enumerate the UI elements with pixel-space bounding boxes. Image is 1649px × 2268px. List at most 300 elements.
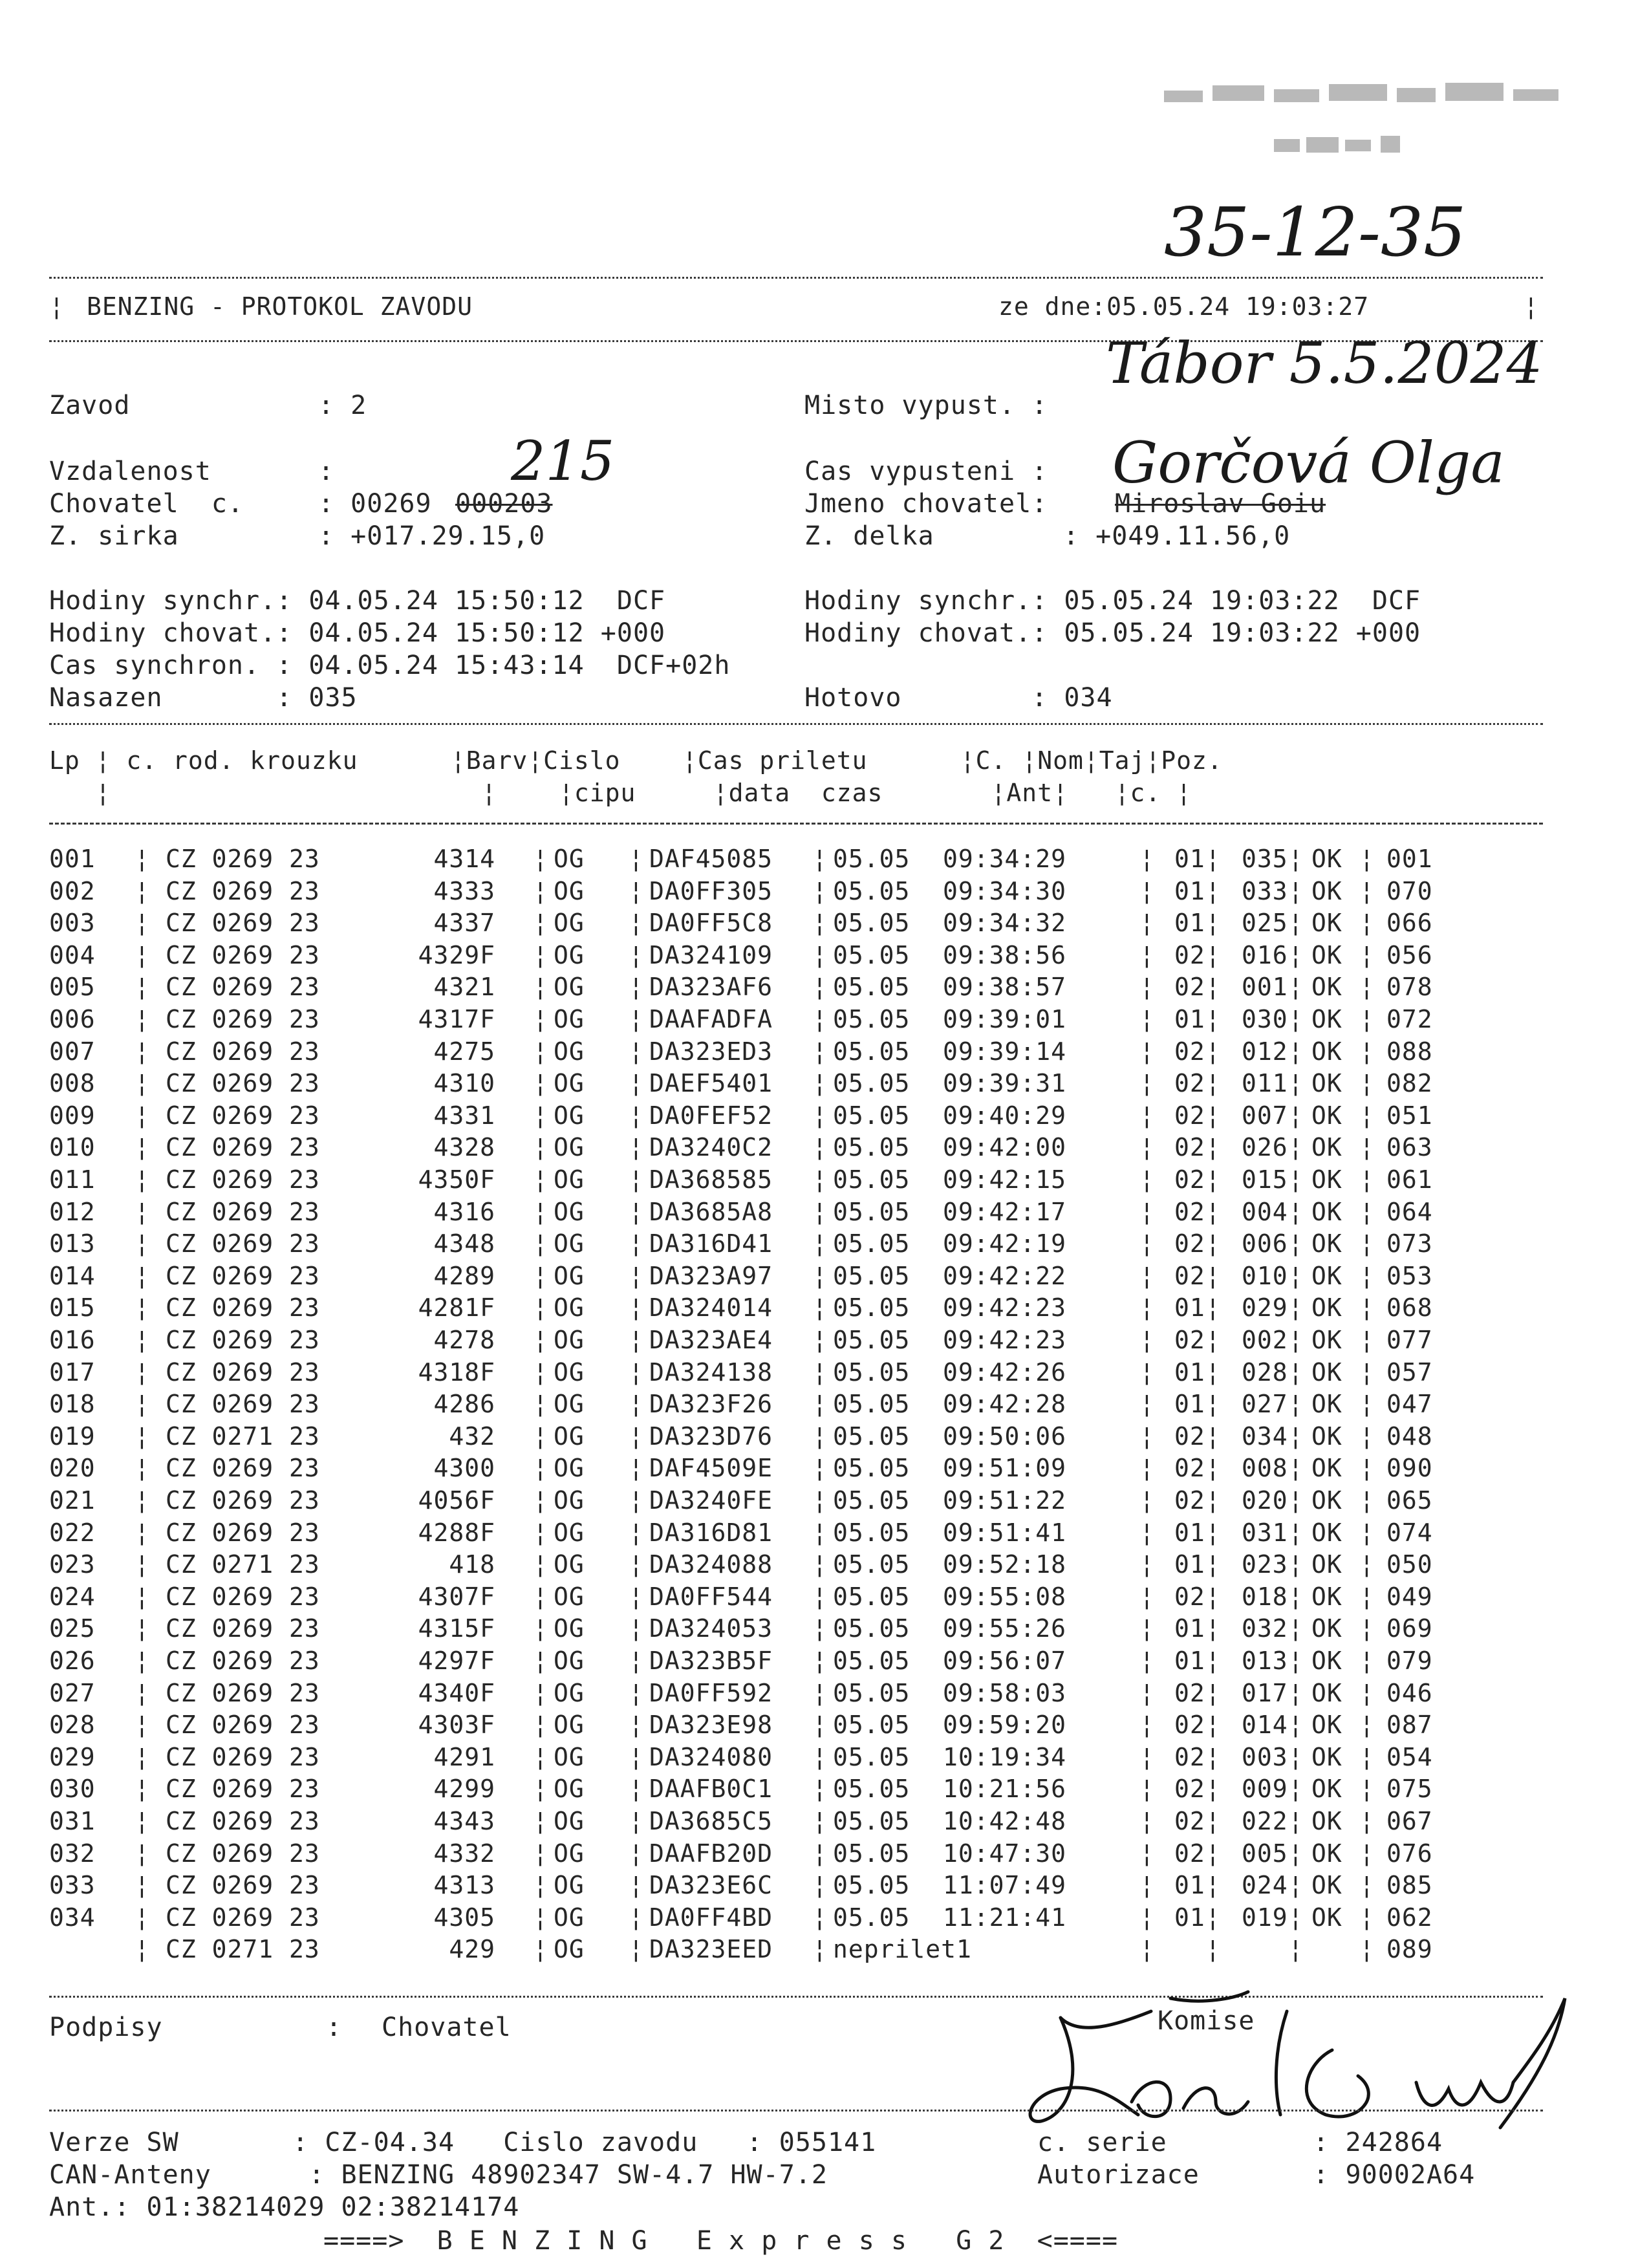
column-separator: ¦ [533, 909, 548, 938]
row-ring-number: 4291 [433, 1742, 495, 1771]
row-nomination: 023 [1242, 1550, 1288, 1579]
column-separator: ¦ [629, 1357, 644, 1387]
row-secret: OK [1311, 845, 1342, 873]
column-separator: ¦ [1205, 1775, 1221, 1804]
row-antenna: 01 [1174, 1293, 1205, 1323]
row-arrival-time: 10:19:34 [943, 1742, 1067, 1771]
row-color: OG [554, 1165, 585, 1194]
row-secret: OK [1311, 909, 1342, 938]
table-row [49, 1839, 1543, 1872]
table-row [49, 1005, 1543, 1037]
row-arrival-time: 09:38:56 [943, 940, 1067, 969]
row-lp: 029 [49, 1742, 96, 1771]
row-arrival-date: 05.05 [833, 1454, 911, 1483]
column-separator: ¦ [629, 1647, 644, 1675]
column-separator: ¦ [1139, 1839, 1155, 1868]
column-separator: ¦ [1288, 940, 1304, 969]
column-separator: ¦ [135, 845, 150, 873]
row-arrival-date: 05.05 [833, 1839, 911, 1868]
row-arrival-time: 09:42:28 [943, 1390, 1067, 1419]
column-separator: ¦ [812, 1101, 828, 1130]
column-separator: ¦ [533, 1454, 548, 1483]
column-separator: ¦ [1288, 845, 1304, 873]
column-separator: ¦ [1139, 1390, 1155, 1419]
column-separator: ¦ [1359, 1069, 1375, 1098]
table-row [49, 1293, 1543, 1326]
row-arrival-date: 05.05 [833, 973, 911, 1002]
column-separator: ¦ [1205, 940, 1221, 969]
row-nomination: 020 [1242, 1486, 1288, 1515]
column-separator: ¦ [135, 1647, 150, 1675]
column-separator: ¦ [1288, 1133, 1304, 1162]
row-arrival-date: 05.05 [833, 1229, 911, 1258]
column-separator: ¦ [1139, 1871, 1155, 1900]
table-row [49, 1614, 1543, 1647]
column-separator: ¦ [533, 1935, 548, 1964]
row-ring: CZ 0269 23 [166, 1229, 320, 1258]
row-lp: 030 [49, 1775, 96, 1804]
row-arrival-date: 05.05 [833, 1742, 911, 1771]
column-separator: ¦ [1288, 1647, 1304, 1675]
column-separator: ¦ [1288, 1614, 1304, 1643]
row-chip: DA324138 [649, 1357, 773, 1387]
column-separator: ¦ [1205, 1261, 1221, 1290]
row-lp: 015 [49, 1293, 96, 1323]
row-arrival-time: 09:56:07 [943, 1647, 1067, 1675]
row-antenna: 02 [1174, 1775, 1205, 1804]
column-separator: ¦ [533, 1197, 548, 1226]
row-arrival-date: 05.05 [833, 1518, 911, 1547]
row-secret: OK [1311, 1711, 1342, 1740]
row-arrival-date: 05.05 [833, 1293, 911, 1323]
column-separator: ¦ [1359, 1582, 1375, 1611]
row-color: OG [554, 1839, 585, 1868]
column-separator: ¦ [1139, 1807, 1155, 1835]
row-ring: CZ 0269 23 [166, 876, 320, 905]
row-chip: DA368585 [649, 1165, 773, 1194]
column-separator: ¦ [533, 973, 548, 1002]
column-separator: ¦ [1359, 1807, 1375, 1835]
column-separator: ¦ [1205, 1229, 1221, 1258]
row-arrival-time: 10:47:30 [943, 1839, 1067, 1868]
column-separator: ¦ [1205, 1165, 1221, 1194]
row-secret: OK [1311, 973, 1342, 1002]
row-arrival-time: 09:42:22 [943, 1261, 1067, 1290]
row-chip: DA3240C2 [649, 1133, 773, 1162]
column-separator: ¦ [1359, 1101, 1375, 1130]
row-arrival-time: 09:55:08 [943, 1582, 1067, 1611]
clock-owner-right: Hodiny chovat.: 05.05.24 19:03:22 +000 [804, 618, 1421, 648]
column-separator: ¦ [135, 1871, 150, 1900]
row-ring: CZ 0269 23 [166, 1390, 320, 1419]
column-separator: ¦ [135, 1550, 150, 1579]
row-position: 070 [1386, 876, 1433, 905]
row-ring: CZ 0269 23 [166, 1133, 320, 1162]
row-nomination: 011 [1242, 1069, 1288, 1098]
row-chip: DA323ED3 [649, 1037, 773, 1066]
column-separator: ¦ [1359, 1454, 1375, 1483]
row-arrival-time: 09:42:17 [943, 1197, 1067, 1226]
column-separator: ¦ [812, 1421, 828, 1451]
column-separator: ¦ [1288, 1357, 1304, 1387]
column-separator: ¦ [812, 1839, 828, 1868]
serial-number: c. serie : 242864 [1037, 2128, 1443, 2157]
row-arrival-date: 05.05 [833, 1807, 911, 1835]
row-color: OG [554, 1647, 585, 1675]
column-separator: ¦ [812, 1807, 828, 1835]
row-chip: DA323AF6 [649, 973, 773, 1002]
faded-stamp [1151, 78, 1591, 194]
row-position: 087 [1386, 1711, 1433, 1740]
row-color: OG [554, 1229, 585, 1258]
row-color: OG [554, 1775, 585, 1804]
table-row [49, 1133, 1543, 1165]
column-separator: ¦ [1359, 1326, 1375, 1354]
row-color: OG [554, 1711, 585, 1740]
row-antenna: 01 [1174, 1903, 1205, 1932]
column-separator: ¦ [1205, 1390, 1221, 1419]
row-lp: 033 [49, 1871, 96, 1900]
row-chip: DA323E98 [649, 1711, 773, 1740]
row-ring: CZ 0269 23 [166, 909, 320, 938]
column-separator: ¦ [1288, 1229, 1304, 1258]
row-color: OG [554, 1101, 585, 1130]
row-arrival-time: 09:39:31 [943, 1069, 1067, 1098]
column-separator: ¦ [629, 1871, 644, 1900]
column-separator: ¦ [1139, 845, 1155, 873]
row-secret: OK [1311, 1293, 1342, 1323]
row-chip: DA324088 [649, 1550, 773, 1579]
row-arrival-time: 09:51:41 [943, 1518, 1067, 1547]
column-separator: ¦ [533, 1421, 548, 1451]
row-antenna: 02 [1174, 1165, 1205, 1194]
column-separator: ¦ [1205, 1197, 1221, 1226]
column-separator: ¦ [135, 1005, 150, 1033]
row-arrival-time: 09:40:29 [943, 1101, 1067, 1130]
column-separator: ¦ [1139, 1357, 1155, 1387]
row-arrival-date: 05.05 [833, 1165, 911, 1194]
column-separator: ¦ [629, 973, 644, 1002]
column-separator: ¦ [533, 1357, 548, 1387]
row-ring-number: 4299 [433, 1775, 495, 1804]
column-separator: ¦ [1139, 1742, 1155, 1771]
column-separator: ¦ [812, 876, 828, 905]
sync-time-left: Cas synchron. : 04.05.24 15:43:14 DCF+02h [49, 651, 731, 680]
column-separator: ¦ [812, 1261, 828, 1290]
column-separator: ¦ [533, 1101, 548, 1130]
row-secret: OK [1311, 1614, 1342, 1643]
row-antenna: 02 [1174, 1711, 1205, 1740]
column-separator: ¦ [812, 1614, 828, 1643]
row-arrival-date: 05.05 [833, 1582, 911, 1611]
row-nomination: 008 [1242, 1454, 1288, 1483]
row-chip: DA323D76 [649, 1421, 773, 1451]
row-antenna: 02 [1174, 973, 1205, 1002]
software-version: Verze SW : CZ-04.34 Cislo zavodu : 055141 [49, 2128, 877, 2157]
table-row [49, 1037, 1543, 1070]
column-separator: ¦ [1205, 1101, 1221, 1130]
column-separator: ¦ [1288, 909, 1304, 938]
column-separator: ¦ [1288, 1197, 1304, 1226]
column-separator: ¦ [1205, 1742, 1221, 1771]
row-position: 078 [1386, 973, 1433, 1002]
row-lp: 025 [49, 1614, 96, 1643]
column-separator: ¦ [135, 1935, 150, 1964]
row-nomination: 030 [1242, 1005, 1288, 1033]
row-antenna: 02 [1174, 1261, 1205, 1290]
row-arrival-time: 10:21:56 [943, 1775, 1067, 1804]
row-antenna: 01 [1174, 1005, 1205, 1033]
row-ring-number: 4313 [433, 1871, 495, 1900]
row-ring: CZ 0269 23 [166, 1678, 320, 1707]
column-separator: ¦ [135, 1582, 150, 1611]
table-row [49, 1743, 1543, 1775]
column-separator: ¦ [1205, 1357, 1221, 1387]
latitude-value: : +017.29.15,0 [318, 521, 546, 551]
row-lp: 010 [49, 1133, 96, 1162]
row-color: OG [554, 1421, 585, 1451]
row-chip: DA324109 [649, 940, 773, 969]
column-separator: ¦ [533, 1326, 548, 1354]
row-chip: DA323EED [649, 1935, 773, 1964]
row-chip: DAEF5401 [649, 1069, 773, 1098]
row-chip: DA0FF4BD [649, 1903, 773, 1932]
table-row [49, 1582, 1543, 1615]
column-separator: ¦ [135, 1357, 150, 1387]
column-separator: ¦ [629, 1133, 644, 1162]
column-separator: ¦ [629, 1421, 644, 1451]
column-separator: ¦ [1359, 1165, 1375, 1194]
column-separator: ¦ [1359, 1614, 1375, 1643]
divider [49, 823, 1543, 825]
column-separator: ¦ [533, 1582, 548, 1611]
column-separator: ¦ [812, 1005, 828, 1033]
row-chip: DA323F26 [649, 1390, 773, 1419]
row-nomination: 027 [1242, 1390, 1288, 1419]
row-ring-number: 4305 [433, 1903, 495, 1932]
row-lp: 023 [49, 1550, 96, 1579]
row-chip: DA0FF5C8 [649, 909, 773, 938]
row-nomination: 019 [1242, 1903, 1288, 1932]
column-separator: ¦ [1359, 1037, 1375, 1066]
column-separator: ¦ [135, 1614, 150, 1643]
row-arrival-date: 05.05 [833, 1711, 911, 1740]
column-separator: ¦ [812, 973, 828, 1002]
row-secret: OK [1311, 1647, 1342, 1675]
column-separator: ¦ [1288, 973, 1304, 1002]
row-position: 048 [1386, 1421, 1433, 1451]
column-separator: ¦ [1205, 1454, 1221, 1483]
column-separator: ¦ [1139, 1486, 1155, 1515]
handwritten-distance: 215 [511, 429, 615, 493]
row-chip: DAAFB0C1 [649, 1775, 773, 1804]
row-ring-number: 4303F [418, 1711, 495, 1740]
column-separator: ¦ [629, 876, 644, 905]
column-separator: ¦ [1288, 1678, 1304, 1707]
column-separator: ¦ [1139, 1005, 1155, 1033]
row-lp: 014 [49, 1261, 96, 1290]
column-separator: ¦ [1359, 1229, 1375, 1258]
column-separator: ¦ [1288, 1903, 1304, 1932]
row-secret: OK [1311, 1807, 1342, 1835]
row-color: OG [554, 973, 585, 1002]
row-nomination: 016 [1242, 940, 1288, 969]
row-ring: CZ 0269 23 [166, 1005, 320, 1033]
row-color: OG [554, 1069, 585, 1098]
column-separator: ¦ [135, 940, 150, 969]
column-separator: ¦ [1139, 940, 1155, 969]
row-lp: 032 [49, 1839, 96, 1868]
table-row [49, 1229, 1543, 1262]
column-separator: ¦ [1288, 1518, 1304, 1547]
column-separator: ¦ [812, 1293, 828, 1323]
column-separator: ¦ [1139, 1454, 1155, 1483]
row-secret: OK [1311, 1005, 1342, 1033]
row-position: 089 [1386, 1935, 1433, 1964]
row-color: OG [554, 1037, 585, 1066]
column-separator: ¦ [135, 1486, 150, 1515]
column-separator: ¦ [1139, 876, 1155, 905]
column-separator: ¦ [1288, 1037, 1304, 1066]
column-separator: ¦ [812, 1357, 828, 1387]
row-lp: 016 [49, 1326, 96, 1354]
row-ring: CZ 0269 23 [166, 1711, 320, 1740]
row-position: 053 [1386, 1261, 1433, 1290]
row-position: 050 [1386, 1550, 1433, 1579]
row-lp: 003 [49, 909, 96, 938]
column-separator: ¦ [1205, 1326, 1221, 1354]
column-separator: ¦ [629, 1582, 644, 1611]
row-ring: CZ 0269 23 [166, 1454, 320, 1483]
table-row [49, 909, 1543, 941]
row-antenna: 01 [1174, 1647, 1205, 1675]
column-separator: ¦ [812, 1871, 828, 1900]
row-lp: 027 [49, 1678, 96, 1707]
row-antenna: 01 [1174, 1614, 1205, 1643]
finished-count: Hotovo : 034 [804, 683, 1113, 713]
row-nomination: 014 [1242, 1711, 1288, 1740]
column-separator: ¦ [812, 1647, 828, 1675]
row-color: OG [554, 1390, 585, 1419]
row-nomination: 017 [1242, 1678, 1288, 1707]
column-separator: ¦ [1205, 1871, 1221, 1900]
row-chip: DA0FF305 [649, 876, 773, 905]
row-color: OG [554, 1454, 585, 1483]
column-separator: ¦ [812, 1229, 828, 1258]
row-chip: DAAFADFA [649, 1005, 773, 1033]
column-separator: ¦ [1205, 1550, 1221, 1579]
column-separator: ¦ [135, 1518, 150, 1547]
column-separator: ¦ [1139, 1550, 1155, 1579]
column-separator: ¦ [629, 1390, 644, 1419]
column-separator: ¦ [1288, 1871, 1304, 1900]
column-separator: ¦ [1288, 1582, 1304, 1611]
row-lp: 019 [49, 1421, 96, 1451]
table-row [49, 1326, 1543, 1358]
column-separator: ¦ [533, 1005, 548, 1033]
column-separator: ¦ [629, 1550, 644, 1579]
column-separator: ¦ [1288, 876, 1304, 905]
row-ring-number: 4318F [418, 1357, 495, 1387]
row-antenna: 02 [1174, 1069, 1205, 1098]
column-separator: ¦ [1139, 1647, 1155, 1675]
column-separator: ¦ [1288, 1326, 1304, 1354]
column-separator: ¦ [1139, 1903, 1155, 1932]
antenna-ids: Ant.: 01:38214029 02:38214174 [49, 2192, 520, 2222]
row-color: OG [554, 1935, 585, 1964]
row-secret: OK [1311, 1839, 1342, 1868]
column-separator: ¦ [135, 1903, 150, 1932]
row-position: 067 [1386, 1807, 1433, 1835]
row-chip: DA323A97 [649, 1261, 773, 1290]
table-row [49, 1454, 1543, 1486]
column-separator: ¦ [533, 1903, 548, 1932]
row-ring: CZ 0269 23 [166, 1903, 320, 1932]
column-separator: ¦ [1205, 876, 1221, 905]
row-ring-number: 4281F [418, 1293, 495, 1323]
row-position: 085 [1386, 1871, 1433, 1900]
row-position: 077 [1386, 1326, 1433, 1354]
antenna-info: CAN-Anteny : BENZING 48902347 SW-4.7 HW-7.2 [49, 2160, 828, 2190]
clock-sync-left: Hodiny synchr.: 04.05.24 15:50:12 DCF [49, 586, 666, 616]
row-nomination: 034 [1242, 1421, 1288, 1451]
row-arrival-time: 09:58:03 [943, 1678, 1067, 1707]
column-separator: ¦ [533, 876, 548, 905]
column-separator: ¦ [1288, 1486, 1304, 1515]
row-ring-number: 4056F [418, 1486, 495, 1515]
row-ring-number: 4307F [418, 1582, 495, 1611]
row-secret: OK [1311, 1069, 1342, 1098]
table-header-line2: ¦ ¦ ¦cipu ¦data czas ¦Ant¦ ¦c. ¦ [49, 779, 1192, 807]
row-ring-number: 4316 [433, 1197, 495, 1226]
row-secret: OK [1311, 1486, 1342, 1515]
basketed-count: Nasazen : 035 [49, 683, 358, 713]
row-ring-number: 4331 [433, 1101, 495, 1130]
column-separator: ¦ [1359, 1421, 1375, 1451]
column-separator: ¦ [533, 1711, 548, 1740]
signatures-label: Podpisy [49, 2013, 163, 2042]
column-separator: ¦ [1205, 1807, 1221, 1835]
row-chip: DA0FEF52 [649, 1101, 773, 1130]
column-separator: ¦ [1359, 1903, 1375, 1932]
row-arrival-date: 05.05 [833, 1390, 911, 1419]
column-separator: ¦ [1139, 1775, 1155, 1804]
row-secret: OK [1311, 876, 1342, 905]
row-antenna: 02 [1174, 940, 1205, 969]
column-separator: ¦ [1359, 1518, 1375, 1547]
column-separator: ¦ [1288, 1390, 1304, 1419]
row-color: OG [554, 1582, 585, 1611]
column-separator: ¦ [1288, 1935, 1304, 1964]
column-separator: ¦ [135, 1711, 150, 1740]
column-separator: ¦ [1205, 1518, 1221, 1547]
column-separator: ¦ [135, 909, 150, 938]
row-arrival-date: 05.05 [833, 876, 911, 905]
row-nomination: 024 [1242, 1871, 1288, 1900]
column-separator: ¦ [533, 1839, 548, 1868]
row-chip: DA3240FE [649, 1486, 773, 1515]
row-color: OG [554, 876, 585, 905]
row-arrival-time: 09:55:26 [943, 1614, 1067, 1643]
race-number-label: Zavod [49, 391, 131, 420]
row-color: OG [554, 1807, 585, 1835]
table-row [49, 1935, 1543, 1967]
column-separator: ¦ [533, 1775, 548, 1804]
row-nomination: 013 [1242, 1647, 1288, 1675]
column-separator: ¦ [1205, 1293, 1221, 1323]
row-ring-number: 4288F [418, 1518, 495, 1547]
column-separator: ¦ [812, 1165, 828, 1194]
